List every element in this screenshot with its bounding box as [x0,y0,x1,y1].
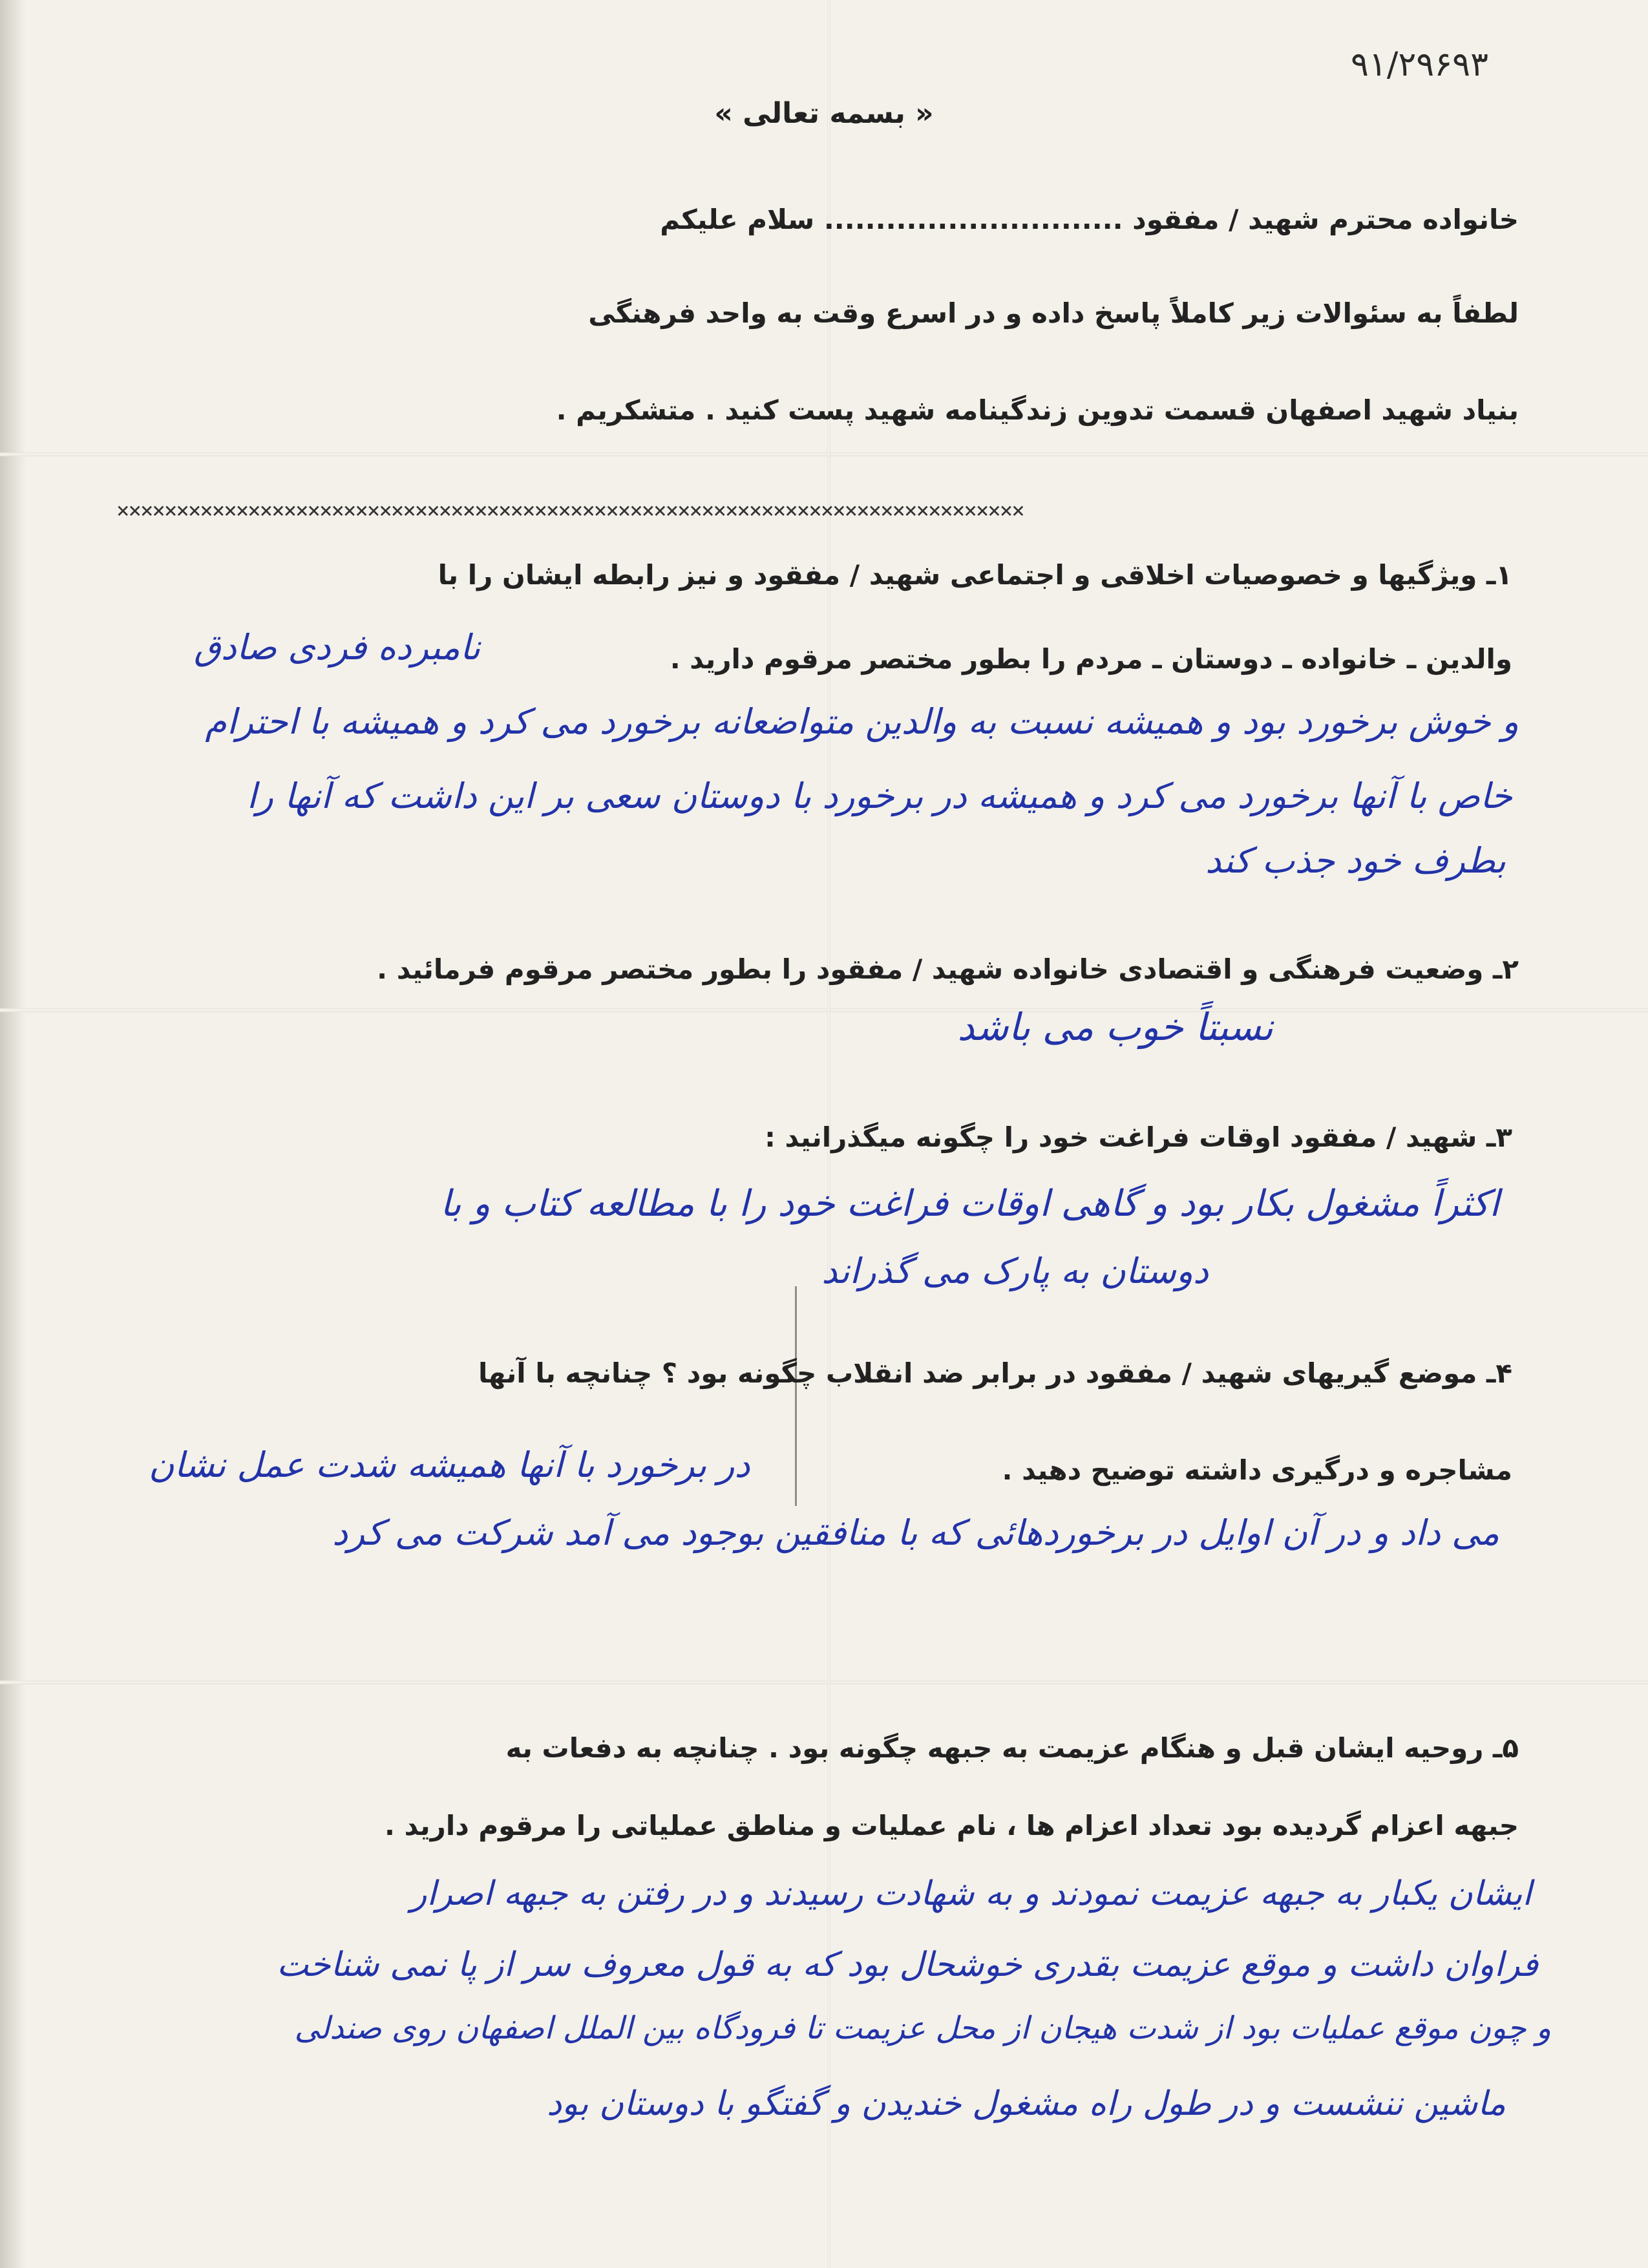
paper-fold [0,1680,1648,1684]
question-1-line-2: والدین ـ خانواده ـ دوستان ـ مردم را بطور مختصر مرقوم دارید . [670,643,1512,675]
page-heading: « بسمه تعالی » [714,97,934,130]
question-5-line-1: ۵ـ روحیه ایشان قبل و هنگام عزیمت به جبهه چگونه بود . چنانچه به دفعات به [505,1732,1519,1764]
reference-number: ۹۱/۲۹۶۹۳ [1351,45,1489,84]
answer-5-line-2: فراوان داشت و موقع عزیمت بقدری خوشحال بود که به قول معروف سر از پا نمی شناخت [277,1945,1538,1984]
answer-5-line-1: ایشان یکبار به جبهه عزیمت نمودند و به شهادت رسیدند و در رفتن به جبهه اصرار [410,1874,1532,1913]
question-4-line-2: مشاجره و درگیری داشته توضیح دهید . [1002,1454,1512,1486]
answer-1-line-4: بطرف خود جذب کند [1205,840,1506,881]
paper-fold [0,1008,1648,1012]
margin-pen-mark [795,1286,797,1506]
question-5-line-2: جبهه اعزام گردیده بود تعداد اعزام ها ، نام عملیات و مناطق عملیاتی را مرقوم دارید . [385,1810,1519,1841]
answer-1-line-3: خاص با آنها برخورد می کرد و همیشه در برخورد با دوستان سعی بر این داشت که آنها را [246,776,1512,816]
question-1-line-1: ۱ـ ویژگیها و خصوصیات اخلاقی و اجتماعی شهید / مفقود و نیز رابطه ایشان را با [438,559,1512,591]
answer-1-line-1: نامبرده فردی صادق [194,627,481,668]
question-3-line-1: ۳ـ شهید / مفقود اوقات فراغت خود را چگونه میگذرانید : [765,1121,1512,1153]
answer-2-line-1: نسبتاً خوب می باشد [957,1005,1273,1049]
paper-fold [0,452,1648,456]
answer-4-line-2: می داد و در آن اوایل در برخوردهائی که با منافقین بوجود می آمد شرکت می کرد [332,1512,1499,1553]
question-4-line-1: ۴ـ موضع گیریهای شهید / مفقود در برابر ضد انقلاب چگونه بود ؟ چنانچه با آنها [478,1357,1512,1389]
answer-4-line-1: در برخورد با آنها همیشه شدت عمل نشان [149,1445,750,1485]
answer-5-line-4: ماشین ننشست و در طول راه مشغول خندیدن و گفتگو با دوستان بود [547,2084,1506,2123]
page-edge-shadow [0,0,26,2268]
greeting-line: خانواده محترم شهید / مفقود ............................. سلام علیکم [660,204,1519,235]
divider-line: ×××××××××××××××××××××××××××××××××××××××××××××××××××××××××××××××××××××××××××× [116,498,1024,524]
intro-line-2: بنیاد شهید اصفهان قسمت تدوین زندگینامه شهید پست کنید . متشکریم . [556,394,1519,426]
answer-3-line-2: دوستان به پارک می گذراند [821,1251,1209,1291]
question-2-line-1: ۲ـ وضعیت فرهنگی و اقتصادی خانواده شهید / مفقود را بطور مختصر مرقوم فرمائید . [377,953,1519,985]
intro-line-1: لطفاً به سئوالات زیر کاملاً پاسخ داده و در اسرع وقت به واحد فرهنگی [588,297,1519,329]
answer-5-line-3: و چون موقع عملیات بود از شدت هیجان از محل عزیمت تا فرودگاه بین الملل اصفهان روی صندلی [294,2010,1551,2046]
answer-3-line-1: اکثراً مشغول بکار بود و گاهی اوقات فراغت خود را با مطالعه کتاب و با [440,1183,1499,1225]
answer-1-line-2: و خوش برخورد بود و همیشه نسبت به والدین متواضعانه برخورد می کرد و همیشه با احترام [205,701,1519,742]
